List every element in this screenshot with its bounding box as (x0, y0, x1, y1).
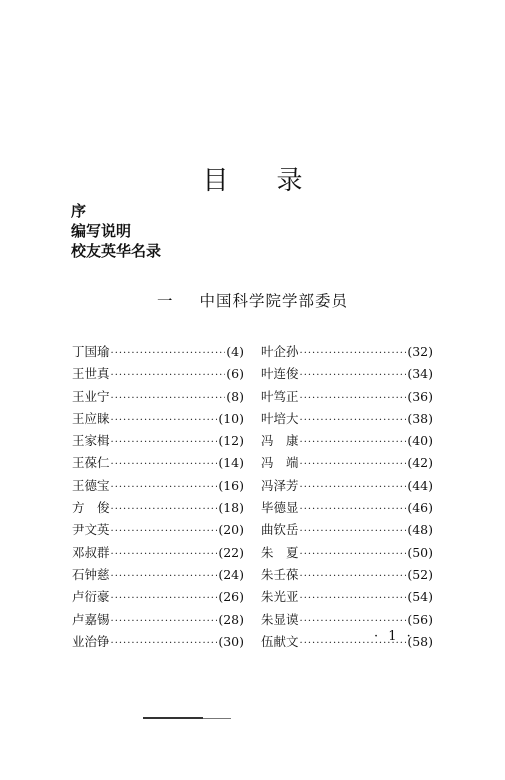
scan-artifact (143, 717, 203, 719)
dot-leader (300, 616, 407, 627)
toc-entry (261, 387, 433, 409)
toc-entry-name: 叶培大 (261, 410, 299, 426)
toc-entry-page: (26) (218, 589, 244, 605)
toc-entry (72, 498, 244, 520)
toc-entry-name: 王业宁 (72, 388, 110, 404)
toc-entry-name: 伍献文 (261, 633, 299, 649)
toc-entry-page: (12) (218, 433, 244, 449)
toc-entry (261, 431, 433, 453)
front-matter-item: 编写说明 (71, 222, 132, 240)
front-matter-item: 校友英华名录 (71, 242, 162, 260)
page-number: · 1 · (374, 629, 414, 644)
toc-entry (72, 610, 244, 632)
toc-entry-name: 冯 康 (261, 433, 299, 449)
toc-entry-name: 王德宝 (72, 477, 110, 493)
dot-leader (111, 571, 218, 582)
toc-entry-page: (16) (218, 477, 244, 493)
dot-leader (300, 571, 407, 582)
toc-entry-name: 朱 夏 (261, 544, 299, 560)
toc-entry (261, 476, 433, 498)
dot-leader (300, 370, 407, 381)
dot-leader (111, 616, 218, 627)
toc-entry (72, 409, 244, 431)
dot-leader (111, 393, 226, 404)
front-matter-item: 序 (71, 202, 87, 220)
toc-entry (261, 565, 433, 587)
section-heading (0, 289, 505, 311)
toc-column-left (72, 342, 244, 654)
toc-entry-name: 尹文英 (72, 522, 110, 538)
dot-leader (300, 549, 407, 560)
dot-leader (111, 504, 218, 515)
toc-entry-page: (14) (218, 455, 244, 471)
toc-entry-page: (42) (407, 455, 433, 471)
toc-entry-page: (50) (407, 544, 433, 560)
toc-entry-page: (44) (407, 477, 433, 493)
toc-entry-page: (22) (218, 544, 244, 560)
toc-entry-page: (58) (407, 633, 433, 649)
toc-entry (261, 587, 433, 609)
dot-leader (111, 348, 226, 359)
toc-entry-page: (34) (407, 366, 433, 382)
toc-entry-page: (10) (218, 410, 244, 426)
toc-entry (72, 543, 244, 565)
toc-entry (72, 342, 244, 364)
dot-leader (300, 348, 407, 359)
scan-artifact (203, 718, 231, 719)
toc-entry-name: 冯 端 (261, 455, 299, 471)
toc-entry (72, 476, 244, 498)
toc-entry-page: (24) (218, 566, 244, 582)
toc-entry-name: 卢嘉锡 (72, 611, 110, 627)
toc-entry-page: (8) (226, 388, 244, 404)
toc-entry-name: 方 俊 (72, 500, 110, 516)
toc-entry-page: (54) (407, 589, 433, 605)
toc-column-right (261, 342, 433, 654)
dot-leader (111, 593, 218, 604)
toc-entry-name: 邓叔群 (72, 544, 110, 560)
toc-entry-name: 王葆仁 (72, 455, 110, 471)
toc-entry-name: 王世真 (72, 366, 110, 382)
dot-leader (111, 526, 218, 537)
page-title: 目录 (202, 166, 351, 196)
toc-entry (261, 498, 433, 520)
toc-entry (72, 520, 244, 542)
toc-entry-page: (20) (218, 522, 244, 538)
toc-entry-page: (38) (407, 410, 433, 426)
dot-leader (300, 504, 407, 515)
toc-entry-name: 石钟慈 (72, 566, 110, 582)
dot-leader (300, 526, 407, 537)
toc-entry-page: (28) (218, 611, 244, 627)
toc-entry (72, 587, 244, 609)
toc-entry-page: (30) (218, 633, 244, 649)
toc-entry-name: 王家楫 (72, 433, 110, 449)
toc-entry-name: 朱壬葆 (261, 566, 299, 582)
dot-leader (111, 549, 218, 560)
toc-entry (261, 453, 433, 475)
dot-leader (111, 437, 218, 448)
toc-entry-page: (48) (407, 522, 433, 538)
toc-entry-page: (4) (226, 344, 244, 359)
dot-leader (111, 459, 218, 470)
toc-entry-name: 叶连俊 (261, 366, 299, 382)
toc-entry (261, 342, 433, 364)
toc-entry-page: (40) (407, 433, 433, 449)
toc-entry-name: 王应睐 (72, 410, 110, 426)
toc-entry (261, 543, 433, 565)
toc-entry-name: 朱显谟 (261, 611, 299, 627)
toc-entry-name: 卢衍豪 (72, 589, 110, 605)
dot-leader (111, 415, 218, 426)
toc-entry-name: 丁国瑜 (72, 344, 110, 359)
toc-entry (261, 520, 433, 542)
front-matter-list (71, 201, 161, 261)
toc-entry-name: 毕德显 (261, 500, 299, 516)
dot-leader (300, 593, 407, 604)
toc-entry-page: (56) (407, 611, 433, 627)
toc-entry (72, 431, 244, 453)
dot-leader (300, 437, 407, 448)
toc-entry (261, 409, 433, 431)
toc-entry-page: (36) (407, 388, 433, 404)
toc-entry-name: 曲钦岳 (261, 522, 299, 538)
toc-entry (72, 565, 244, 587)
dot-leader (300, 415, 407, 426)
toc-entry (261, 364, 433, 386)
dot-leader (111, 482, 218, 493)
toc-entry-page: (46) (407, 500, 433, 516)
toc-entry-name: 叶笃正 (261, 388, 299, 404)
toc-entry-name: 朱光亚 (261, 589, 299, 605)
dot-leader (300, 393, 407, 404)
toc-entry-name: 冯泽芳 (261, 477, 299, 493)
toc-entry-page: (32) (407, 344, 433, 359)
dot-leader (300, 482, 407, 493)
section-number: 一 (156, 292, 174, 310)
toc-entry-name: 叶企孙 (261, 344, 299, 359)
toc-entry (72, 453, 244, 475)
toc-entry (72, 387, 244, 409)
dot-leader (111, 638, 218, 649)
toc-entry (72, 632, 244, 654)
dot-leader (111, 370, 226, 381)
toc-entry-page: (18) (218, 500, 244, 516)
dot-leader (300, 459, 407, 470)
toc-entry-page: (6) (226, 366, 244, 382)
section-title: 中国科学院学部委员 (199, 292, 349, 310)
toc-entry-page: (52) (407, 566, 433, 582)
toc-entry (72, 364, 244, 386)
toc-entry-name: 业治铮 (72, 633, 110, 649)
